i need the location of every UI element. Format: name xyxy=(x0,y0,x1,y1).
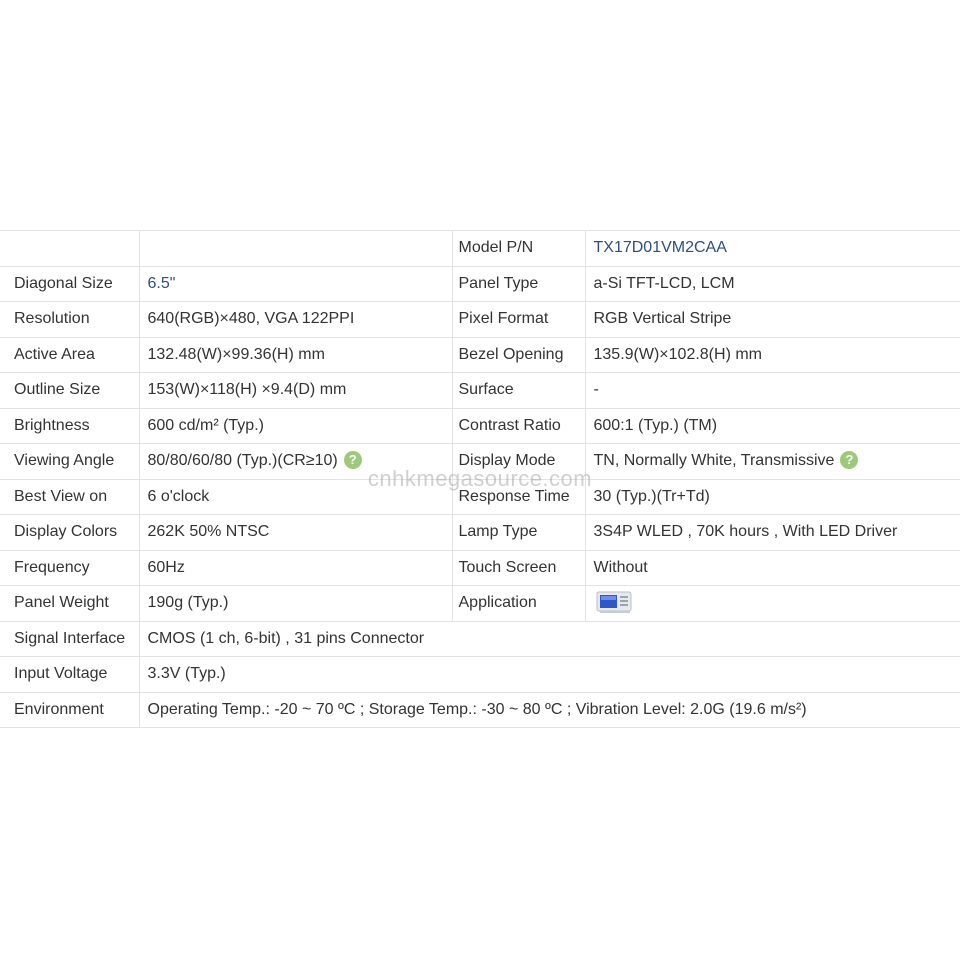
table-row xyxy=(0,621,960,657)
input-voltage-value: 3.3V (Typ.) xyxy=(139,657,960,693)
bezel-opening-value: 135.9(W)×102.8(H) mm xyxy=(585,337,960,373)
table-row xyxy=(0,408,960,444)
response-time-label: Response Time xyxy=(452,479,585,515)
watermark: cnhkmegasource.com xyxy=(367,466,593,491)
brightness-value: 600 cd/m² (Typ.) xyxy=(139,408,452,444)
brightness-label: Brightness xyxy=(0,408,139,444)
display-mode-label: Display Mode xyxy=(452,444,585,480)
table-row xyxy=(0,302,960,338)
table-row xyxy=(0,586,960,622)
lamp-type-label: Lamp Type xyxy=(452,515,585,551)
outline-size-label: Outline Size xyxy=(0,373,139,409)
table-row xyxy=(0,692,960,728)
table-row xyxy=(0,266,960,302)
model-pn-label: Model P/N xyxy=(452,231,585,267)
outline-size-value: 153(W)×118(H) ×9.4(D) mm xyxy=(139,373,452,409)
active-area-value: 132.48(W)×99.36(H) mm xyxy=(139,337,452,373)
touch-screen-value: Without xyxy=(585,550,960,586)
surface-value: - xyxy=(585,373,960,409)
viewing-angle-cell xyxy=(139,444,452,480)
touch-screen-label: Touch Screen xyxy=(452,550,585,586)
signal-interface-label: Signal Interface xyxy=(0,621,139,657)
application-cell xyxy=(585,586,960,622)
contrast-ratio-label: Contrast Ratio xyxy=(452,408,585,444)
table-row xyxy=(0,550,960,586)
display-mode-value: TN, Normally White, Transmissive xyxy=(593,452,835,470)
industrial-control-device-icon[interactable] xyxy=(596,588,634,619)
diagonal-size-value: 6.5" xyxy=(139,266,452,302)
spec-label-empty xyxy=(0,231,139,267)
table-row xyxy=(0,515,960,551)
environment-label: Environment xyxy=(0,692,139,728)
panel-type-label: Panel Type xyxy=(452,266,585,302)
display-colors-label: Display Colors xyxy=(0,515,139,551)
panel-weight-value: 190g (Typ.) xyxy=(139,586,452,622)
table-row xyxy=(0,444,960,480)
diagonal-size-label: Diagonal Size xyxy=(0,266,139,302)
lamp-type-value: 3S4P WLED , 70K hours , With LED Driver xyxy=(585,515,960,551)
active-area-label: Active Area xyxy=(0,337,139,373)
bezel-opening-label: Bezel Opening xyxy=(452,337,585,373)
application-label: Application xyxy=(452,586,585,622)
spec-table xyxy=(0,230,960,728)
table-row xyxy=(0,479,960,515)
table-row xyxy=(0,337,960,373)
spec-value-empty xyxy=(139,231,452,267)
input-voltage-label: Input Voltage xyxy=(0,657,139,693)
panel-type-value: a-Si TFT-LCD, LCM xyxy=(585,266,960,302)
resolution-label: Resolution xyxy=(0,302,139,338)
help-icon[interactable]: ? xyxy=(840,451,858,469)
contrast-ratio-value: 600:1 (Typ.) (TM) xyxy=(585,408,960,444)
viewing-angle-value: 80/80/60/80 (Typ.)(CR≥10) xyxy=(147,452,338,470)
best-view-value: 6 o'clock xyxy=(139,479,452,515)
help-icon[interactable]: ? xyxy=(344,451,362,469)
viewing-angle-label: Viewing Angle xyxy=(0,444,139,480)
table-row xyxy=(0,231,960,267)
signal-interface-value: CMOS (1 ch, 6-bit) , 31 pins Connector xyxy=(139,621,960,657)
pixel-format-value: RGB Vertical Stripe xyxy=(585,302,960,338)
frequency-value: 60Hz xyxy=(139,550,452,586)
resolution-value: 640(RGB)×480, VGA 122PPI xyxy=(139,302,452,338)
pixel-format-label: Pixel Format xyxy=(452,302,585,338)
display-colors-value: 262K 50% NTSC xyxy=(139,515,452,551)
model-pn-value[interactable]: TX17D01VM2CAA xyxy=(585,231,960,267)
environment-value: Operating Temp.: -20 ~ 70 ºC ; Storage Temp.: -30 ~ 80 ºC ; Vibration Level: 2.0G (19.6 m/s²) xyxy=(139,692,960,728)
panel-weight-label: Panel Weight xyxy=(0,586,139,622)
display-mode-cell xyxy=(585,444,960,480)
table-row xyxy=(0,373,960,409)
surface-label: Surface xyxy=(452,373,585,409)
frequency-label: Frequency xyxy=(0,550,139,586)
best-view-label: Best View on xyxy=(0,479,139,515)
table-row xyxy=(0,657,960,693)
response-time-value: 30 (Typ.)(Tr+Td) xyxy=(585,479,960,515)
